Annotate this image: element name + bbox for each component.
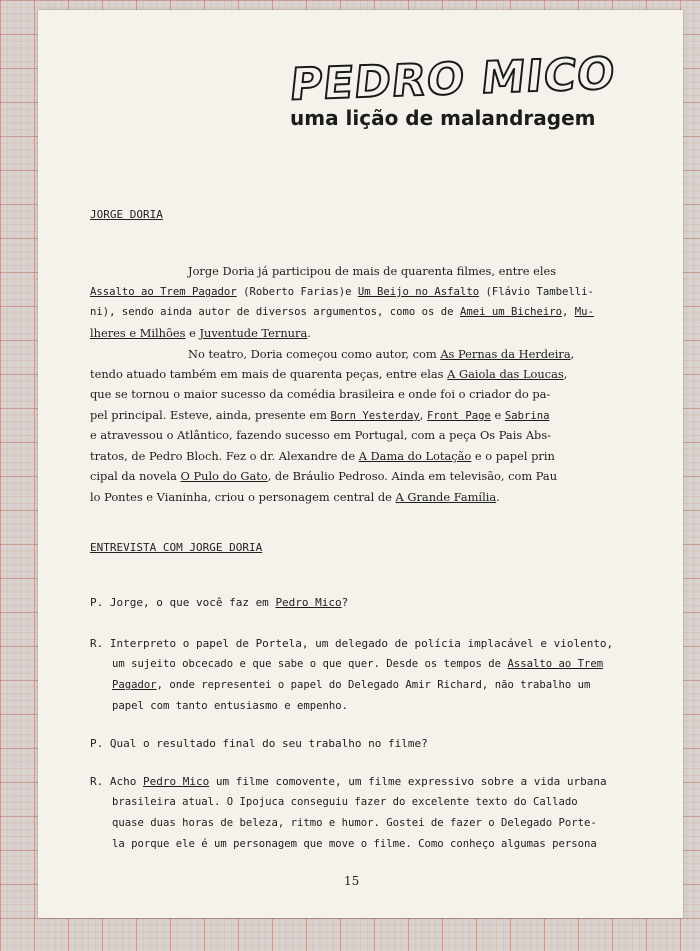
question-2: P. Qual o resultado final do seu trabalho no filme? [90,737,428,750]
bio-line: lo Pontes e Vianinha, criou o personagem central de A Grande Família. [90,490,500,504]
answer-2-line: R. Acho Pedro Mico um filme comovente, um filme expressivo sobre a vida urbana [90,775,607,788]
answer-1-line: R. Interpreto o papel de Portela, um delegado de polícia implacável e violento, [90,637,614,650]
bio-line: cipal da novela O Pulo do Gato, de Bráulio Pedroso. Ainda em televisão, com Pau [90,469,558,483]
logo-title: PEDRO MICO [287,48,618,111]
bio-line: tendo atuado também em mais de quarenta peças, entre elas A Gaiola das Loucas, [90,367,568,381]
bio-heading: JORGE DORIA [90,208,163,221]
bio-line: Assalto ao Trem Pagador (Roberto Farias)e Um Beijo no Asfalto (Flávio Tambelli- [90,286,594,298]
bio-line: pel principal. Esteve, ainda, presente em Born Yesterday, Front Page e Sabrina [90,408,550,422]
logo-subtitle: uma lição de malandragem [290,106,596,130]
bio-line: ni), sendo ainda autor de diversos argumentos, como os de Amei um Bicheiro, Mu- [90,306,594,318]
answer-1-line: papel com tanto entusiasmo e empenho. [112,700,348,712]
page-number: 15 [344,874,360,888]
question-1: P. Jorge, o que você faz em Pedro Mico? [90,596,349,609]
answer-1-line: Pagador, onde representei o papel do Delegado Amir Richard, não trabalho um [112,679,591,691]
bio-line: lheres e Milhões e Juventude Ternura. [90,326,311,340]
answer-2-line: brasileira atual. O Ipojuca conseguiu fazer do excelente texto do Callado [112,796,578,808]
bio-line: tratos, de Pedro Bloch. Fez o dr. Alexandre de A Dama do Lotação e o papel prin [90,449,555,463]
answer-2-line: quase duas horas de beleza, ritmo e humor. Gostei de fazer o Delegado Porte- [112,817,597,829]
bio-line: e atravessou o Atlântico, fazendo sucesso em Portugal, com a peça Os Pais Abs- [90,428,552,442]
interview-heading: ENTREVISTA COM JORGE DORIA [90,541,263,554]
answer-2-line: la porque ele é um personagem que move o filme. Como conheço algumas persona [112,838,597,850]
bio-line: No teatro, Doria começou como autor, com As Pernas da Herdeira, [188,347,575,361]
answer-1-line: um sujeito obcecado e que sabe o que quer. Desde os tempos de Assalto ao Trem [112,658,604,670]
document-page [38,10,683,918]
bio-line: que se tornou o maior sucesso da comédia brasileira e onde foi o criador do pa- [90,387,551,401]
bio-line: Jorge Doria já participou de mais de quarenta filmes, entre eles [188,264,557,278]
